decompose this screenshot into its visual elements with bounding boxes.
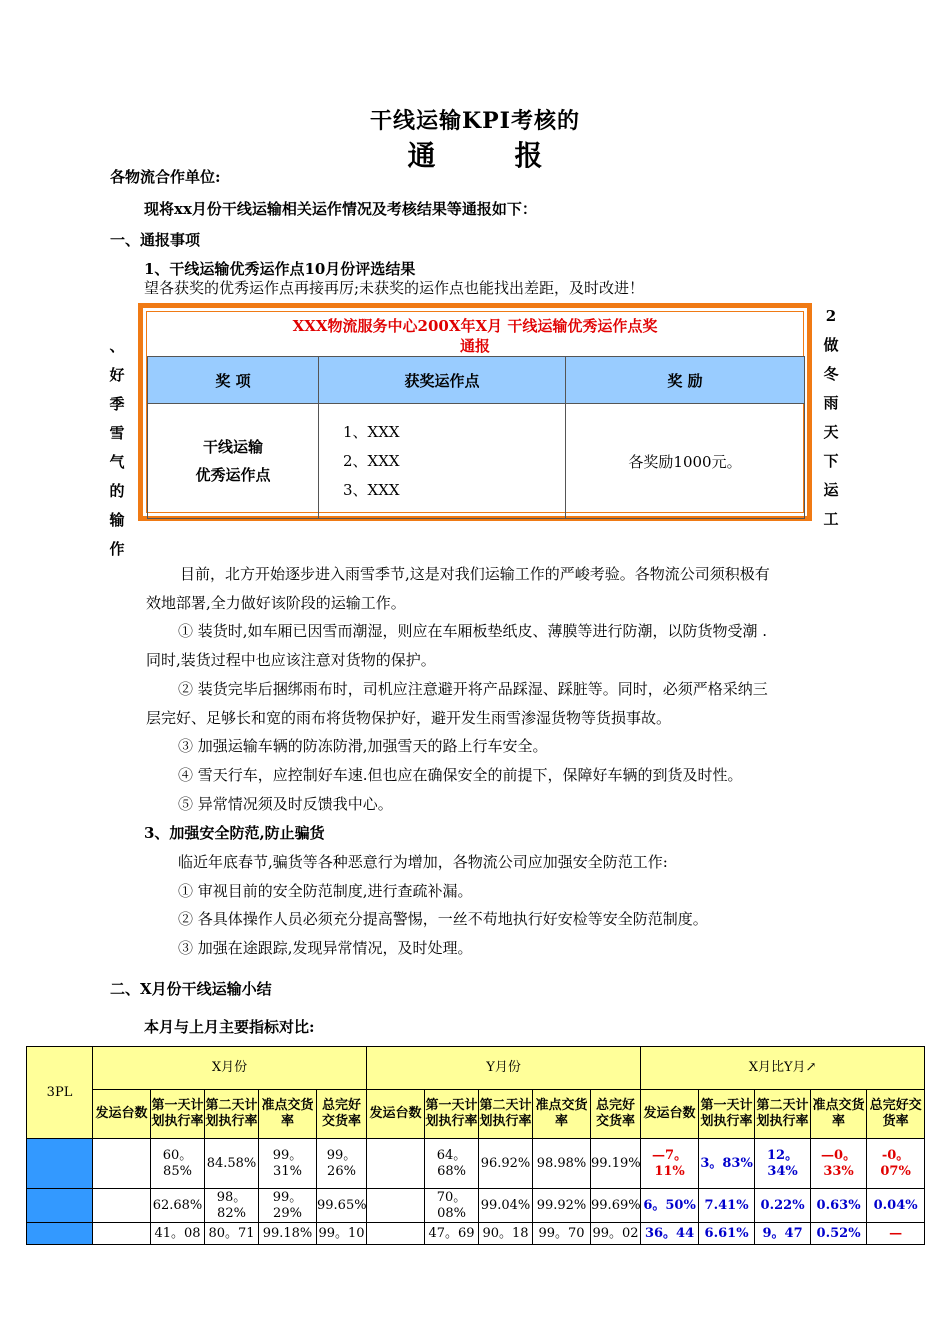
kpi-header: 第二天计划执行率 <box>755 1090 811 1139</box>
kpi-header: 准点交货率 <box>533 1090 591 1139</box>
side-char: 工 <box>823 510 839 528</box>
kpi-header: 发运台数 <box>93 1090 151 1139</box>
kpi-cell: 99。02 <box>591 1223 641 1245</box>
kpi-row <box>27 1223 925 1245</box>
paragraph-line: ⑤ 异常情况须及时反馈我中心。 <box>178 794 393 813</box>
kpi-diff-cell: 7.41% <box>699 1189 755 1223</box>
paragraph-line: 临近年底春节,骗货等各种恶意行为增加，各物流公司应加强安全防范工作: <box>178 853 668 871</box>
intro-text: 现将xx月份干线运输相关运作情况及考核结果等通报如下： <box>144 200 537 218</box>
award-title <box>143 316 807 356</box>
side-char: 做 <box>823 336 839 354</box>
kpi-header: 第二天计划执行率 <box>205 1090 259 1139</box>
kpi-cell: 99.04% <box>479 1189 533 1223</box>
kpi-header: 总完好交货率 <box>591 1090 641 1139</box>
side-char: 2 <box>825 307 837 325</box>
kpi-cell: 99。10 <box>317 1223 367 1245</box>
kpi-cell: 96.92% <box>479 1139 533 1189</box>
award-category-line2: 优秀运作点 <box>195 466 271 484</box>
section1-heading: 一、通报事项 <box>110 231 201 249</box>
kpi-diff-cell: 6.61% <box>699 1223 755 1245</box>
kpi-diff-cell: —7。11% <box>641 1139 699 1189</box>
side-char: 作 <box>109 540 125 558</box>
award-table <box>147 356 805 519</box>
kpi-group-y: Y月份 <box>367 1047 641 1090</box>
compare-heading: 本月与上月主要指标对比: <box>144 1018 315 1036</box>
kpi-cell: 98.98% <box>533 1139 591 1189</box>
kpi-header: 发运台数 <box>367 1090 425 1139</box>
side-char: 雨 <box>823 394 839 412</box>
kpi-diff-cell: 0.52% <box>811 1223 867 1245</box>
paragraph-line: 层完好、足够长和宽的雨布将货物保护好，避开发生雨雪渗湿货物等货损事故。 <box>146 708 672 727</box>
kpi-row <box>27 1189 925 1223</box>
side-char: 天 <box>823 423 839 441</box>
kpi-cell: 70。08% <box>425 1189 479 1223</box>
kpi-header: 第一天计划执行率 <box>151 1090 205 1139</box>
kpi-table <box>26 1046 925 1245</box>
kpi-cell <box>93 1139 151 1189</box>
kpi-cell <box>367 1139 425 1189</box>
document-title: 干线运输KPI考核的 <box>370 108 580 134</box>
paragraph-line: 目前，北方开始逐步进入雨雪季节,这是对我们运输工作的严峻考验。各物流公司须积极有 <box>180 565 770 583</box>
kpi-cell: 98。82% <box>205 1189 259 1223</box>
kpi-cell <box>93 1223 151 1245</box>
kpi-cell: 99。26% <box>317 1139 367 1189</box>
paragraph-line: ① 审视目前的安全防范制度,进行查疏补漏。 <box>178 881 473 900</box>
award-category <box>148 404 319 519</box>
side-char: 输 <box>109 511 125 529</box>
kpi-group-header-row <box>27 1047 925 1090</box>
side-char: 冬 <box>823 365 839 383</box>
kpi-header: 发运台数 <box>641 1090 699 1139</box>
paragraph-line: ③ 加强运输车辆的防冻防滑,加强雪天的路上行车安全。 <box>178 737 548 756</box>
kpi-header: 第二天计划执行率 <box>479 1090 533 1139</box>
winner-item: 3、XXX <box>343 480 400 499</box>
kpi-cell: 90。18 <box>479 1223 533 1245</box>
paragraph-line: ④ 雪天行车，应控制好车速.但也应在确保安全的前提下，保障好车辆的到货及时性。 <box>178 765 743 784</box>
item1-text: 望各获奖的优秀运作点再接再厉;未获奖的运作点也能找出差距，及时改进！ <box>144 279 645 297</box>
salutation: 各物流合作单位: <box>110 168 221 186</box>
kpi-diff-cell: 0.04% <box>867 1189 925 1223</box>
paragraph-line: 同时,装货过程中也应该注意对货物的保护。 <box>146 651 436 670</box>
award-col-winners: 获奖运作点 <box>319 357 566 404</box>
kpi-diff-cell: 6。50% <box>641 1189 699 1223</box>
award-winners <box>319 404 566 519</box>
kpi-cell: 99。31% <box>259 1139 317 1189</box>
kpi-cell: 99。29% <box>259 1189 317 1223</box>
paragraph-line: ② 装货完毕后捆绑雨布时，司机应注意避开将产品踩湿、踩脏等。同时，必须严格采纳三 <box>178 679 768 698</box>
side-char: 季 <box>109 395 125 413</box>
side-text-right <box>821 302 841 534</box>
kpi-header: 准点交货率 <box>811 1090 867 1139</box>
kpi-cell: 47。69 <box>425 1223 479 1245</box>
paragraph-line: 效地部署,全力做好该阶段的运输工作。 <box>146 593 406 612</box>
side-char: 气 <box>109 453 125 471</box>
kpi-header: 总完好交货率 <box>867 1090 925 1139</box>
kpi-cell: 62.68% <box>151 1189 205 1223</box>
item1-heading: 1、干线运输优秀运作点10月份评选结果 <box>144 260 416 278</box>
award-reward: 各奖励1000元。 <box>566 404 805 519</box>
kpi-header: 总完好交货率 <box>317 1090 367 1139</box>
award-category-line1: 干线运输 <box>202 438 263 456</box>
kpi-cell: 99.69% <box>591 1189 641 1223</box>
document-subtitle: 通 报 <box>407 139 543 172</box>
side-char: 雪 <box>109 424 125 442</box>
kpi-diff-cell: 12。34% <box>755 1139 811 1189</box>
award-title-line1: XXX物流服务中心200X年X月 干线运输优秀运作点奖 <box>292 317 658 335</box>
award-header-row <box>148 357 805 404</box>
kpi-row-label <box>27 1189 93 1223</box>
winner-item: 1、XXX <box>343 422 400 441</box>
kpi-header: 第一天计划执行率 <box>699 1090 755 1139</box>
side-char: 运 <box>823 481 839 499</box>
kpi-cell: 99.65% <box>317 1189 367 1223</box>
kpi-cell: 41。08 <box>151 1223 205 1245</box>
section2-heading: 二、X月份干线运输小结 <box>110 980 272 998</box>
kpi-diff-cell: -0。07% <box>867 1139 925 1189</box>
kpi-diff-cell: 36。44 <box>641 1223 699 1245</box>
kpi-cell: 80。71 <box>205 1223 259 1245</box>
kpi-cell: 64。68% <box>425 1139 479 1189</box>
kpi-header: 准点交货率 <box>259 1090 317 1139</box>
kpi-cell: 99.19% <box>591 1139 641 1189</box>
paragraph-line: ① 装货时,如车厢已因雪而潮湿，则应在车厢板垫纸皮、薄膜等进行防潮，以防货物受潮 . <box>178 622 768 641</box>
award-col-reward: 奖 励 <box>566 357 805 404</box>
winter-section <box>146 560 866 818</box>
kpi-cell <box>367 1189 425 1223</box>
side-char: 好 <box>109 366 125 384</box>
kpi-cell <box>367 1223 425 1245</box>
kpi-row <box>27 1139 925 1189</box>
kpi-diff-cell: 3。83% <box>699 1139 755 1189</box>
award-box <box>138 303 812 521</box>
kpi-header: 第一天计划执行率 <box>425 1090 479 1139</box>
side-char: 下 <box>823 452 839 470</box>
kpi-subheader-row <box>27 1090 925 1139</box>
winner-item: 2、XXX <box>343 451 400 470</box>
kpi-row-label <box>27 1223 93 1245</box>
award-col-category: 奖 项 <box>148 357 319 404</box>
kpi-diff-cell: —0。33% <box>811 1139 867 1189</box>
paragraph-line: ③ 加强在途跟踪,发现异常情况，及时处理。 <box>178 939 473 958</box>
item3-heading: 3、加强安全防范,防止骗货 <box>144 824 325 842</box>
kpi-cell: 84.58% <box>205 1139 259 1189</box>
kpi-cell: 99.92% <box>533 1189 591 1223</box>
security-section <box>178 848 878 963</box>
kpi-group-diff: X月比Y月↗ <box>641 1047 925 1090</box>
kpi-cell: 99.18% <box>259 1223 317 1245</box>
kpi-cell: 60。85% <box>151 1139 205 1189</box>
kpi-cell: 99。70 <box>533 1223 591 1245</box>
kpi-diff-cell: 0.63% <box>811 1189 867 1223</box>
award-title-line2: 通报 <box>459 337 490 355</box>
kpi-corner: 3PL <box>27 1047 93 1139</box>
kpi-diff-cell: 0.22% <box>755 1189 811 1223</box>
award-data-row <box>148 404 805 519</box>
kpi-group-x: X月份 <box>93 1047 367 1090</box>
side-text-left <box>107 332 127 564</box>
kpi-diff-cell: 9。47 <box>755 1223 811 1245</box>
paragraph-line: ② 各具体操作人员必须充分提高警惕，一丝不苟地执行好安检等安全防范制度。 <box>178 910 708 929</box>
kpi-cell <box>93 1189 151 1223</box>
kpi-diff-cell: — <box>867 1223 925 1245</box>
side-char: 、 <box>109 337 125 355</box>
kpi-row-label <box>27 1139 93 1189</box>
side-char: 的 <box>109 482 125 500</box>
